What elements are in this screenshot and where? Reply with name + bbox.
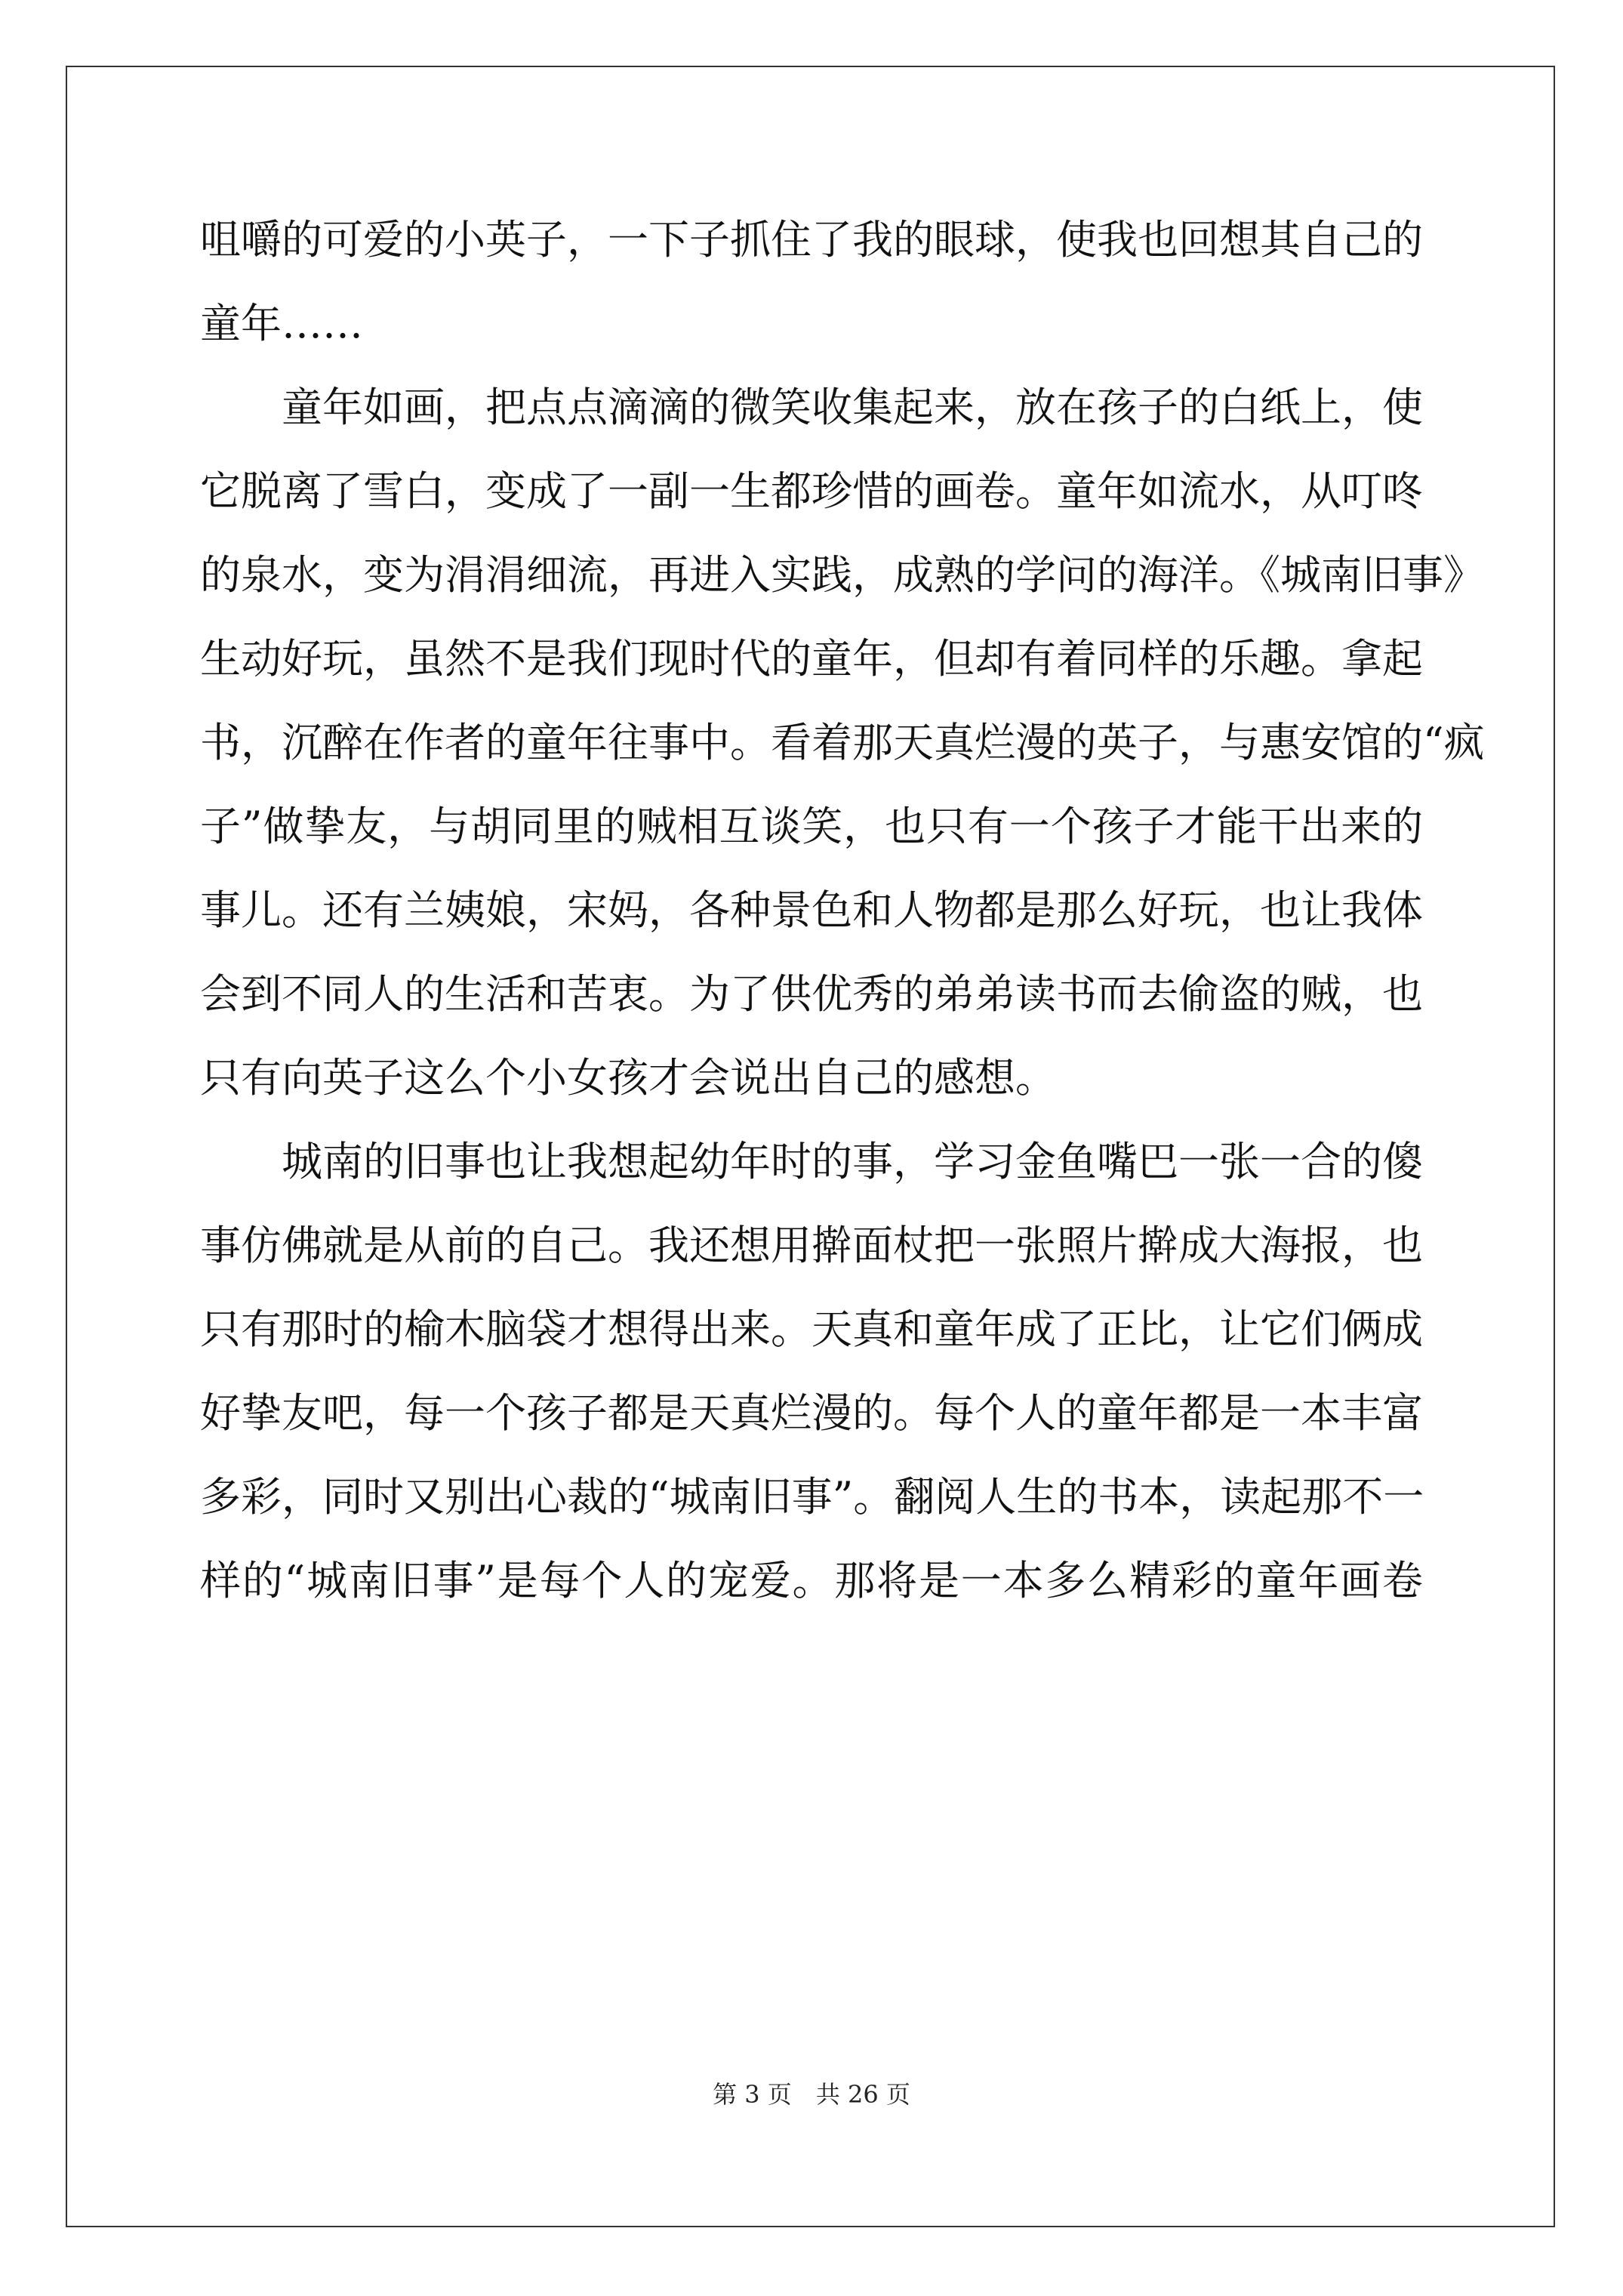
document-body: [200, 198, 1485, 1623]
text-line: 样的“城南旧事”是每个人的宠爱。那将是一本多么精彩的童年画卷: [200, 1557, 1423, 1604]
text-line: 只有那时的榆木脑袋才想得出来。天真和童年成了正比，让它们俩成: [200, 1305, 1423, 1353]
text-line: 生动好玩，虽然不是我们现时代的童年，但却有着同样的乐趣。拿起: [200, 635, 1423, 683]
page-number: 第 3 页: [713, 2080, 792, 2109]
text-line: 城南的旧事也让我想起幼年时的事，学习金鱼嘴巴一张一合的傻: [282, 1138, 1423, 1185]
page-footer: [0, 2079, 1623, 2110]
text-line: 好挚友吧，每一个孩子都是天真烂漫的。每个人的童年都是一本丰富: [200, 1389, 1423, 1437]
text-line: 咀嚼的可爱的小英子，一下子抓住了我的眼球，使我也回想其自己的: [200, 216, 1423, 264]
text-line: 它脱离了雪白，变成了一副一生都珍惜的画卷。童年如流水，从叮咚: [200, 467, 1423, 515]
text-line: 只有向英子这么个小女孩才会说出自己的感想。: [200, 1054, 1056, 1102]
text-line: 事仿佛就是从前的自己。我还想用擀面杖把一张照片擀成大海报，也: [200, 1222, 1423, 1269]
text-line: 子”做挚友，与胡同里的贼相互谈笑，也只有一个孩子才能干出来的: [200, 803, 1423, 850]
text-line: 多彩，同时又别出心裁的“城南旧事”。翻阅人生的书本，读起那不一: [200, 1473, 1424, 1521]
text-line: 的泉水，变为涓涓细流，再进入实践，成熟的学问的海洋。《城南旧事》: [200, 551, 1484, 599]
text-line: 会到不同人的生活和苦衷。为了供优秀的弟弟读书而去偷盗的贼，也: [200, 970, 1423, 1018]
page-total: 共 26 页: [815, 2080, 910, 2109]
text-line: 书，沉醉在作者的童年往事中。看着那天真烂漫的英子，与惠安馆的“疯: [200, 719, 1485, 766]
text-line: 童年……: [200, 300, 363, 347]
text-line: 童年如画，把点点滴滴的微笑收集起来，放在孩子的白纸上，使: [282, 384, 1423, 431]
text-line: 事儿。还有兰姨娘，宋妈，各种景色和人物都是那么好玩，也让我体: [200, 886, 1423, 934]
